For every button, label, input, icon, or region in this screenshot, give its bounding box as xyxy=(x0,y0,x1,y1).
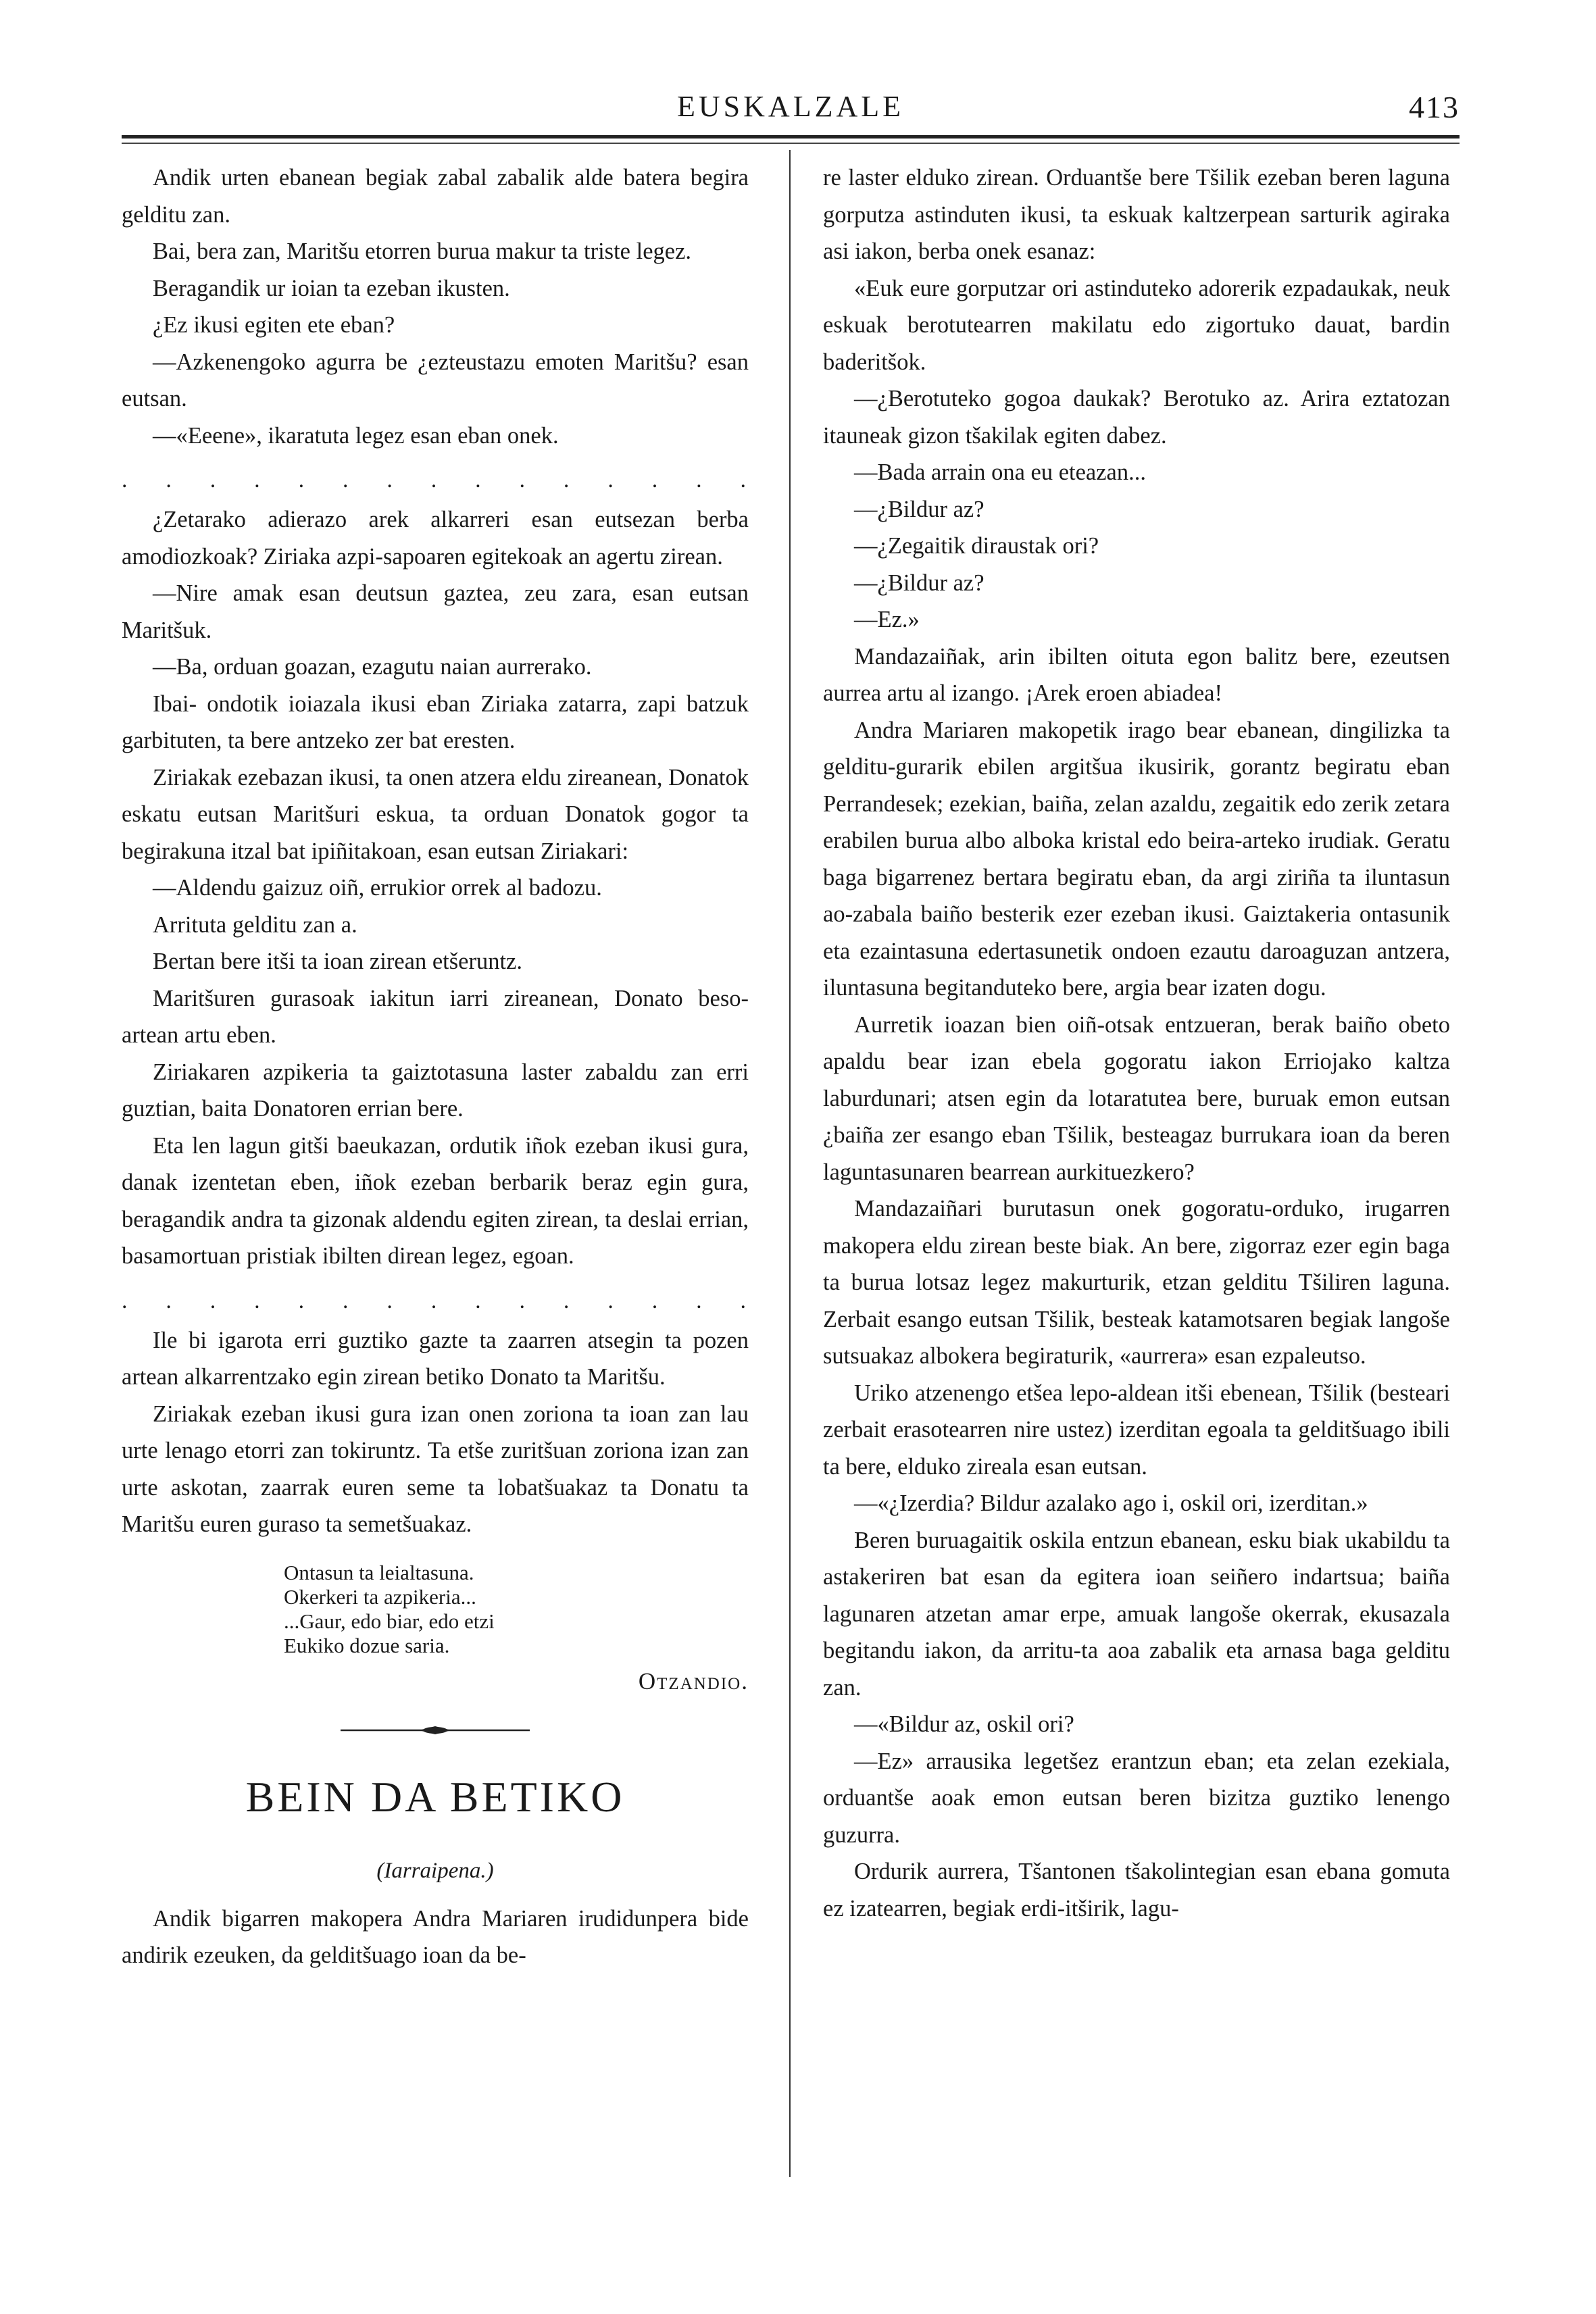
paragraph: Beren buruagaitik oskila entzun ebanean, esku biak ukabildu ta astakeriren bat esan da egitera ioan seiñero indartsua; baiña lagunaren atzetan amar erpe, amuak langoše okerrak, ekusazala begitandu iakon, da arritu-ta aoa zabalik eta arnasa baga gelditu zan. xyxy=(823,1527,1450,1701)
paragraph: —¿Berotuteko gogoa daukak? Berotuko az. Arira eztatozan itauneak gizon tšakilak egiten dabez. xyxy=(823,386,1450,449)
paragraph: —¿Zegaitik diraustak ori? xyxy=(854,533,1099,559)
paragraph: Mandazaiñari burutasun onek gogoratu-orduko, irugarren makopera eldu zirean beste biak. An bere, zigorraz ezer egin baga ta burua lotsaz legez makurturik, etzan gelditu Tšiliren laguna. Zerbait esango eutsan Tšilik, besteak katamotsaren begiak langoše sutsuakaz albokera begiraturik, «aurrera» esan ezpaleutso. xyxy=(823,1196,1450,1369)
paragraph: —Azkenengoko agurra be ¿ezteustazu emoten Maritšu? esan eutsan. xyxy=(122,349,749,411)
poem-line: Okerkeri ta azpikeria... xyxy=(284,1584,476,1609)
paragraph: —¿Bildur az? xyxy=(854,570,984,596)
poem-line: Eukiko dozue saria. xyxy=(284,1633,450,1657)
paragraph: Ziriakaren azpikeria ta gaiztotasuna laster zabaldu zan erri guztian, baita Donatoren errian bere. xyxy=(122,1059,749,1122)
paragraph: —«Eeene», ikaratuta legez esan eban onek. xyxy=(153,422,559,449)
section-break-dots: . . . . . . . . . . . . . . . xyxy=(122,1288,749,1313)
paragraph: Andra Mariaren makopetik irago bear ebanean, dingilizka ta gelditu-gurarik ebilen argitšua ikusirik, gorantz begiratu eban Perrandesek; ezekian, baiña, zelan azaldu, zegaitik edo zerik zetara erabilen burua albo alboka kristal edo beira-arteko irudiak. Geratu baga bigarrenez bertara begiratu eban, da argi ziriña ta iluntasun ao-zabala baiño besterik ezer ezeban ikusi. Gaiztakeria ontasunik eta ezaintasuna edertasunetik ondoen ezautu daroaguzan antzera, iluntasuna begitanduteko bere, argia bear izaten dogu. xyxy=(823,717,1450,1001)
paragraph: Ibai- ondotik ioiazala ikusi eban Ziriaka zatarra, zapi batzuk garbituten, ta bere antzeko zer bat eresten. xyxy=(122,690,749,753)
article-subtitle: (Iarraipena.) xyxy=(376,1859,494,1883)
section-break-dots: . . . . . . . . . . . . . . . xyxy=(122,468,749,493)
paragraph: Aurretik ioazan bien oiñ-otsak entzueran, berak baiño obeto apaldu bear izan ebela gogoratu iakon Erriojako kaltza laburdunari; atsen egin da lotaratutea bere, buruak emon eutsan ¿baiña zer esango eban Tšilik, besteagaz burrukara ioan da beren laguntasunaren bearrean aurkituezkero? xyxy=(823,1011,1450,1185)
paragraph: Eta len lagun gitši baeukazan, ordutik iñok ezeban ikusi gura, danak izentetan eben, iñok ezeban berbarik beraz egin gura, beragandik andra ta gizonak aldendu egiten zirean, ta deslai errian, basamortuan pristiak ibilten direan legez, egoan. xyxy=(122,1132,749,1269)
journal-title: EUSKALZALE xyxy=(677,90,904,123)
paragraph: —Aldendu gaizuz oiñ, errukior orrek al badozu. xyxy=(153,875,602,901)
paragraph: re laster elduko zirean. Orduantše bere Tšilik ezeban beren laguna gorputza astinduten ikusi, ta eskuak kaltzerpean sarturik agiraka asi iakon, berba onek esanaz: xyxy=(823,165,1450,264)
paragraph: ¿Zetarako adierazo arek alkarreri esan eutsezan berba amodiozkoak? Ziriaka azpi-sapoaren egitekoak an agertu zirean. xyxy=(122,507,749,570)
paragraph: ¿Ez ikusi egiten ete eban? xyxy=(153,312,395,338)
left-column xyxy=(122,159,749,1974)
paragraph: Ziriakak ezeban ikusi gura izan onen zoriona ta ioan zan lau urte lenago etorri zan tokiruntz. Ta etše zuritšuan zoriona izan zan urte askotan, zaarrak euren seme ta lobatšuakaz ta Donatu ta Maritšu euren guraso ta semetšuakaz. xyxy=(122,1401,749,1537)
header-rule-thick xyxy=(122,135,1460,139)
paragraph: Bertan bere itši ta ioan zirean etšeruntz. xyxy=(153,949,522,974)
paragraph: Ziriakak ezebazan ikusi, ta onen atzera eldu zireanean, Donatok eskatu eutsan Maritšuri eskua, ta orduan Donatok gogor ta begirakuna itzal bat ipiñitakoan, esan eutsan Ziriakari: xyxy=(122,764,749,864)
paragraph: —Ez» arrausika legetšez erantzun eban; eta zelan ezekiala, orduantše aoak emon eutsan beren bizitza guztiko lenengo guzurra. xyxy=(823,1748,1450,1848)
right-column xyxy=(823,159,1450,1927)
page-number: 413 xyxy=(1409,90,1460,124)
paragraph: Beragandik ur ioian ta ezeban ikusten. xyxy=(153,275,510,301)
paragraph: —¿Bildur az? xyxy=(854,496,984,522)
paragraph: —«¿Izerdia? Bildur azalako ago i, oskil ori, izerditan.» xyxy=(854,1490,1368,1516)
ornament-rule-icon xyxy=(334,1720,537,1740)
closing-poem xyxy=(284,1561,749,1658)
paragraph: —Ba, orduan goazan, ezagutu naian aurrerako. xyxy=(153,654,592,680)
article-title: BEIN DA BETIKO xyxy=(245,1773,625,1821)
column-divider xyxy=(789,150,791,2177)
paragraph: —«Bildur az, oskil ori? xyxy=(854,1711,1074,1737)
paragraph: Ordurik aurrera, Tšantonen tšakolintegian esan ebana gomuta ez izatearren, begiak erdi-itširik, lagu- xyxy=(823,1859,1450,1921)
paragraph: «Euk eure gorputzar ori astinduteko adorerik ezpadaukak, neuk eskuak berotutearren makilatu edo zigortuko dauat, bardin baderitšok. xyxy=(823,275,1450,375)
ornament-divider xyxy=(122,1713,749,1754)
paragraph: Uriko atzenengo etšea lepo-aldean itši ebenean, Tšilik (besteari zerbait erasotearren nire ustez) izerditan egoala ta gelditšuago ibili ta bere, elduko zireala esan eutsan. xyxy=(823,1380,1450,1480)
page-header xyxy=(122,81,1460,135)
poem-line: ...Gaur, edo biar, edo etzi xyxy=(284,1609,495,1633)
poem-line: Ontasun ta leialtasuna. xyxy=(284,1560,474,1584)
paragraph: —Nire amak esan deutsun gaztea, zeu zara, esan eutsan Maritšuk. xyxy=(122,580,749,643)
paragraph: Arrituta gelditu zan a. xyxy=(153,911,357,938)
paragraph: Maritšuren gurasoak iakitun iarri zireanean, Donato beso-artean artu eben. xyxy=(122,985,749,1048)
paragraph: Mandazaiñak, arin ibilten oituta egon balitz bere, ezeutsen aurrea artu al izango. ¡Arek eroen abiadea! xyxy=(823,643,1450,706)
paragraph: Ile bi igarota erri guztiko gazte ta zaarren atsegin ta pozen artean alkarrentzako egin zirean betiko Donato ta Maritšu. xyxy=(122,1327,749,1390)
paragraph: Andik bigarren makopera Andra Mariaren irudidunpera bide andirik ezeuken, da gelditšuago ioan da be- xyxy=(122,1905,749,1968)
paragraph: —Bada arrain ona eu eteazan... xyxy=(854,459,1146,485)
paragraph: —Ez.» xyxy=(854,607,920,632)
paragraph: Bai, bera zan, Maritšu etorren burua makur ta triste legez. xyxy=(153,238,692,264)
header-rule-thin xyxy=(122,143,1460,144)
paragraph: Andik urten ebanean begiak zabal zabalik alde batera begira gelditu zan. xyxy=(122,165,749,228)
author-signature: Otzandio. xyxy=(638,1667,749,1694)
